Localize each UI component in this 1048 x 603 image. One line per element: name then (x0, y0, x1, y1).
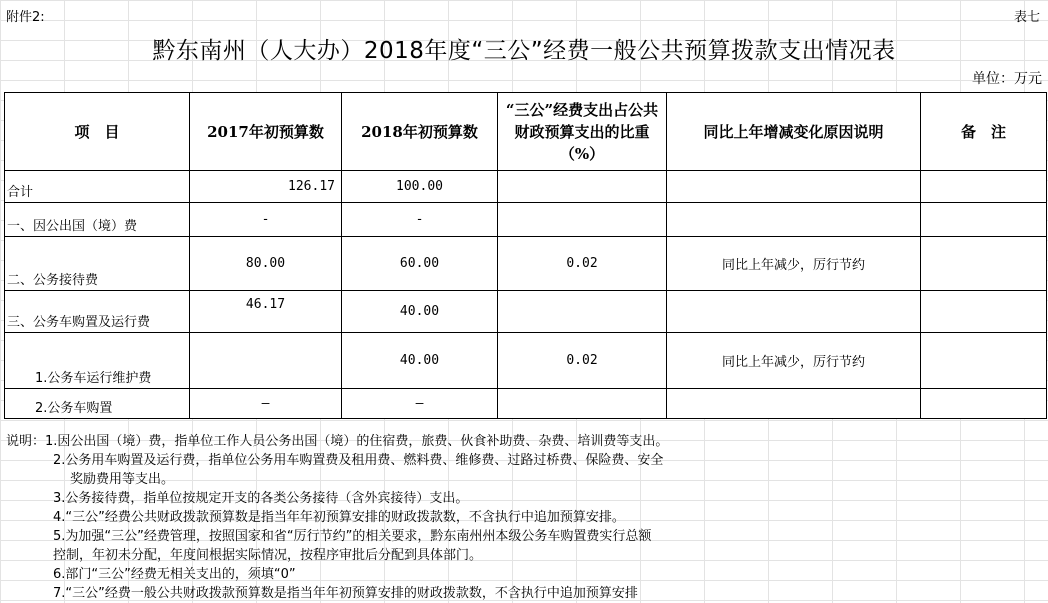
row-vehicle-2017[interactable]: 46.17 (190, 291, 342, 333)
row-vehicle-purchase-2018[interactable]: — (342, 389, 498, 419)
row-total-2017[interactable]: 126.17 (190, 171, 342, 203)
row-vehicle-maintenance-ratio[interactable]: 0.02 (498, 333, 667, 389)
row-vehicle-item[interactable]: 三、公务车购置及运行费 (5, 291, 190, 333)
row-reception-2017[interactable]: 80.00 (190, 237, 342, 291)
note-line[interactable]: 控制，年初未分配，年度间根据实际情况，按程序审批后分配到具体部门。 (53, 548, 483, 563)
row-vehicle-maintenance-2017[interactable] (190, 333, 342, 389)
row-vehicle-purchase-remark[interactable] (921, 389, 1047, 419)
note-line[interactable]: 2.公务用车购置及运行费，指单位公务用车购置费及租用费、燃料费、维修费、过路过桥费、保险费、安全 (53, 453, 664, 468)
row-total-remark[interactable] (921, 171, 1047, 203)
note-line[interactable]: 4.“三公”经费公共财政拨款预算数是指当年年初预算安排的财政拨款数，不含执行中追加预算安排。 (53, 510, 625, 525)
row-vehicle-ratio[interactable] (498, 291, 667, 333)
budget-table (4, 92, 1047, 419)
row-reception-2018[interactable]: 60.00 (342, 237, 498, 291)
row-reception-ratio[interactable]: 0.02 (498, 237, 667, 291)
row-overseas-ratio[interactable] (498, 203, 667, 237)
row-vehicle-purchase-reason[interactable] (667, 389, 921, 419)
column-header-ratio[interactable]: “三公”经费支出占公共财政预算支出的比重（%） (498, 93, 667, 171)
row-vehicle-remark[interactable] (921, 291, 1047, 333)
note-line[interactable]: 说明：1.因公出国（境）费，指单位工作人员公务出国（境）的住宿费，旅费、伙食补助费、杂费、培训费等支出。 (6, 434, 669, 449)
note-line[interactable]: 3.公务接待费，指单位按规定开支的各类公务接待（含外宾接待）支出。 (53, 491, 469, 506)
row-overseas-remark[interactable] (921, 203, 1047, 237)
page-title: 黔东南州（人大办）2018年度“三公”经费一般公共预算拨款支出情况表 (152, 38, 896, 64)
row-vehicle-2018[interactable]: 40.00 (342, 291, 498, 333)
row-total-ratio[interactable] (498, 171, 667, 203)
row-vehicle-reason[interactable] (667, 291, 921, 333)
note-line[interactable]: 7.“三公”经费一般公共财政拨款预算数是指当年年初预算安排的财政拨款数，不含执行中追加预算安排 (53, 586, 638, 601)
row-vehicle-maintenance-reason[interactable]: 同比上年减少，厉行节约 (667, 333, 921, 389)
table-number: 表七 (1013, 10, 1040, 25)
row-overseas-2018[interactable]: - (342, 203, 498, 237)
row-vehicle-purchase-ratio[interactable] (498, 389, 667, 419)
row-overseas-item[interactable]: 一、因公出国（境）费 (5, 203, 190, 237)
note-line[interactable]: 5.为加强“三公”经费管理，按照国家和省“厉行节约”的相关要求，黔东南州州本级公务车购置费实行总额 (53, 529, 652, 544)
row-vehicle-maintenance-item[interactable]: 1.公务车运行维护费 (5, 333, 190, 389)
row-reception-remark[interactable] (921, 237, 1047, 291)
column-header-remark[interactable]: 备 注 (921, 93, 1047, 171)
row-vehicle-maintenance-2018[interactable]: 40.00 (342, 333, 498, 389)
row-vehicle-purchase-item[interactable]: 2.公务车购置 (5, 389, 190, 419)
column-header-reason[interactable]: 同比上年增减变化原因说明 (667, 93, 921, 171)
row-overseas-2017[interactable]: - (190, 203, 342, 237)
notes-section (6, 432, 1036, 603)
note-line[interactable]: 奖励费用等支出。 (70, 472, 175, 487)
row-vehicle-purchase-2017[interactable]: — (190, 389, 342, 419)
row-total-item[interactable]: 合计 (5, 171, 190, 203)
row-vehicle-maintenance-remark[interactable] (921, 333, 1047, 389)
row-reception-item[interactable]: 二、公务接待费 (5, 237, 190, 291)
row-total-reason[interactable] (667, 171, 921, 203)
attachment-label: 附件2: (6, 10, 45, 25)
column-header-budget-2017[interactable]: 2017年初预算数 (190, 93, 342, 171)
row-overseas-reason[interactable] (667, 203, 921, 237)
unit-label: 单位：万元 (972, 71, 1042, 87)
note-line[interactable]: 6.部门“三公”经费无相关支出的，须填“0” (53, 567, 296, 582)
row-reception-reason[interactable]: 同比上年减少，厉行节约 (667, 237, 921, 291)
column-header-item[interactable]: 项 目 (5, 93, 190, 171)
column-header-budget-2018[interactable]: 2018年初预算数 (342, 93, 498, 171)
row-total-2018[interactable]: 100.00 (342, 171, 498, 203)
